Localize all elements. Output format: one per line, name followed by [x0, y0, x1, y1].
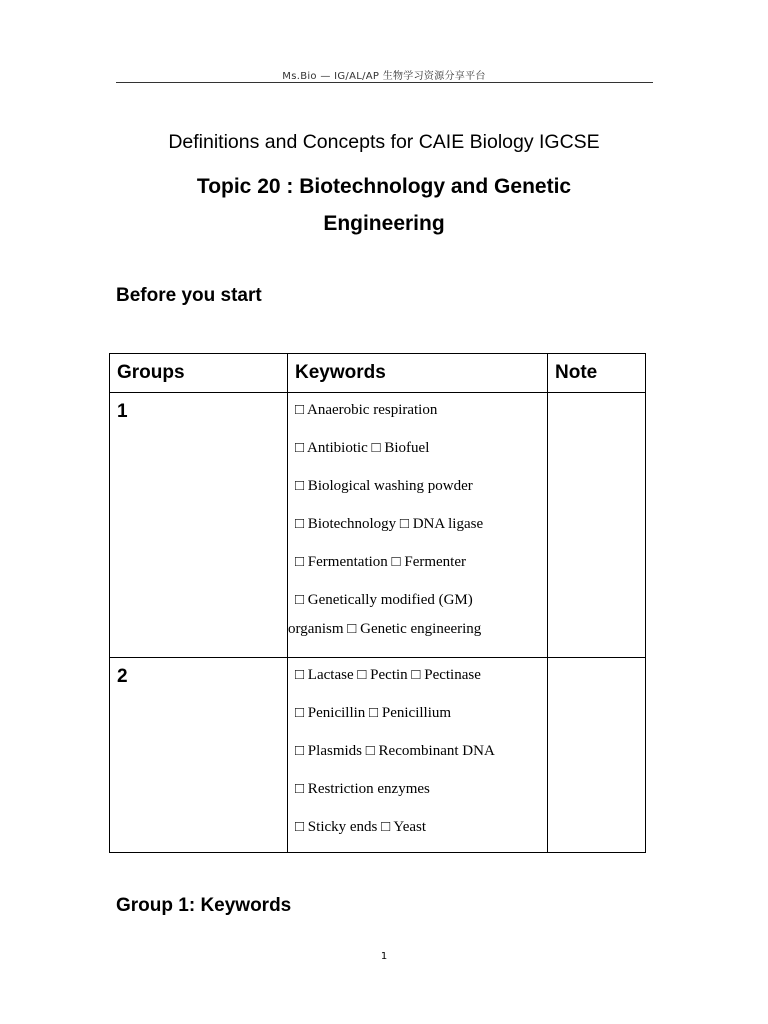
- keyword-line: □ Biotechnology □ DNA ligase: [295, 516, 484, 532]
- keyword-line: □ Lactase □ Pectin □ Pectinase: [295, 667, 481, 683]
- table-row: [110, 658, 646, 853]
- keyword-line: organism □ Genetic engineering: [288, 621, 482, 637]
- group-number-cell: 2: [110, 658, 288, 853]
- keyword-line: □ Sticky ends □ Yeast: [295, 819, 427, 835]
- keyword-line: □ Plasmids □ Recombinant DNA: [295, 743, 495, 759]
- document-title: Topic 20 : Biotechnology and Genetic Engineering: [196, 175, 572, 235]
- page-header: Ms.Bio — IG/AL/AP 生物学习资源分享平台: [282, 71, 486, 82]
- keyword-line: □ Genetically modified (GM): [295, 592, 473, 608]
- keyword-line: □ Biological washing powder: [295, 478, 473, 494]
- column-header-note: Note: [548, 354, 646, 393]
- column-header-keywords: Keywords: [288, 354, 548, 393]
- keyword-line: □ Restriction enzymes: [295, 781, 430, 797]
- group-number-cell: 1: [110, 393, 288, 658]
- keywords-cell: [288, 393, 548, 658]
- keyword-line: □ Penicillin □ Penicillium: [295, 705, 452, 721]
- table-row: [110, 393, 646, 658]
- column-header-groups: Groups: [110, 354, 288, 393]
- page-number: 1: [380, 951, 388, 962]
- document-subtitle: Definitions and Concepts for CAIE Biology IGCSE: [168, 131, 600, 153]
- keyword-line: □ Anaerobic respiration: [295, 402, 438, 418]
- note-cell: [548, 658, 646, 853]
- header-divider: [116, 82, 653, 83]
- keywords-table: [109, 353, 646, 853]
- keywords-cell: [288, 658, 548, 853]
- table-header-row: [110, 354, 646, 393]
- keyword-line: □ Antibiotic □ Biofuel: [295, 440, 430, 456]
- keyword-line: □ Fermentation □ Fermenter: [295, 554, 466, 570]
- note-cell: [548, 393, 646, 658]
- before-you-start-heading: Before you start: [116, 285, 262, 306]
- group-1-keywords-heading: Group 1: Keywords: [116, 895, 292, 916]
